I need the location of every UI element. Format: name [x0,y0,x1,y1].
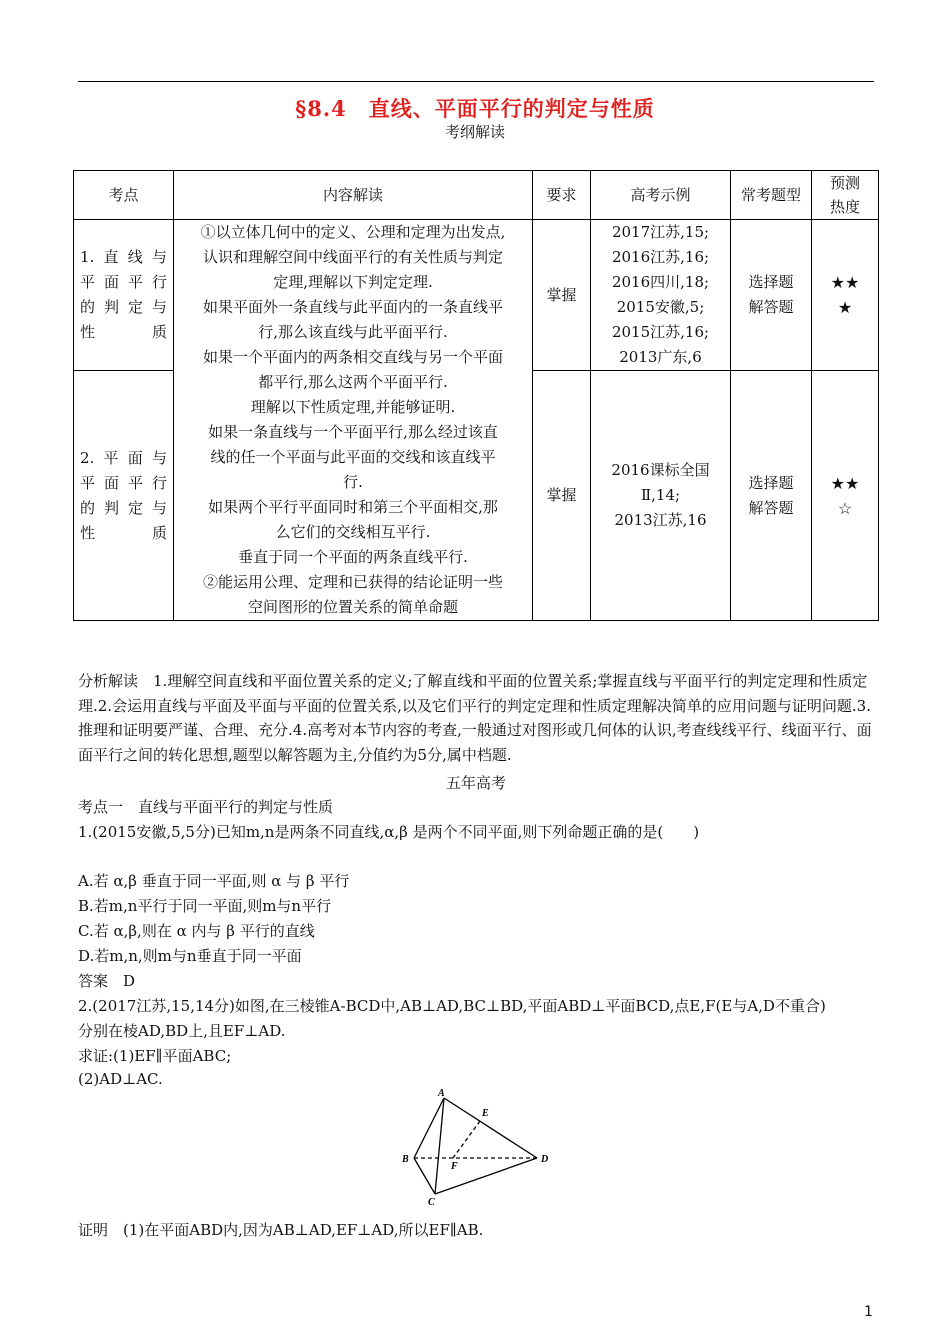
question-2-part-1: 求证:(1)EF∥平面ABC; [78,1047,232,1065]
section-heading: 五年高考 [445,774,506,792]
question-2-stem: 2.(2017江苏,15,14分)如图,在三棱锥A-BCD中,AB⊥AD,BC⊥BD,平面ABD⊥平面BCD,点E,F(E与A,D不重合) [78,997,826,1015]
option-d: D.若m,n,则m与n垂直于同一平面 [78,947,302,965]
analysis-paragraph: 分析解读 1.理解空间直线和平面位置关系的定义;了解直线和平面的位置关系;掌握直线与平面平行的判定定理和性质定理.2.会运用直线与平面及平面与平面的位置关系,以及它们平行的判定定理和性质定理解决简单的应用问题与证明问题.3.推理和证明要严谨、合理、充分.4.高考对本节内容的考查,一般通过对图形或几何体的认识,考查线线平行、线面平行、面面平行之间的转化思想,题型以解答题为主,分值约为5分,属中档题. [78,672,872,764]
examples-cell: 2017江苏,15; 2016江苏,16; 2016四川,18; 2015安徽,5; 2015江苏,16; 2013广东,6 [591,220,731,371]
content-cell: ①以立体几何中的定义、公理和定理为出发点, 认识和理解空间中线面平行的有关性质与判定 定理,理解以下判定定理. 如果平面外一条直线与此平面内的一条直线平 行,那么该直线与此平面平行. 如果一个平面内的两条相交直线与另一个平面 都平行,那么这两个平面平行. 理解以下性质定理,并能够证明. 如果一条直线与一个平面平行,那么经过该直 线的任一个平面与此平面的交线和该直线平 行. 如果两个平行平面同时和第三个平面相交,那 么它们的交线相互平行. 垂直于同一个平面的两条直线平行. ②能运用公理、定理和已获得的结论证明一些 空间图形的位置关系的简单命题 [174,220,533,621]
question-2-part-2: (2)AD⊥AC. [78,1070,163,1088]
option-a: A.若 α,β 垂直于同一平面,则 α 与 β 平行 [78,872,350,890]
header-cell: 预测热度 [812,171,879,220]
vertex-label-d: D [541,1154,549,1165]
question-type-cell: 选择题 解答题 [731,371,812,621]
header-cell: 要求 [533,171,591,220]
vertex-label-c: C [428,1197,435,1206]
header-cell: 内容解读 [174,171,533,220]
tetrahedron-figure [392,1088,560,1206]
heat-rating: ★★ ★ [812,220,879,371]
option-b: B.若m,n平行于同一平面,则m与n平行 [78,897,332,915]
option-c: C.若 α,β,则在 α 内与 β 平行的直线 [78,922,315,940]
section-subtitle: 考纲解读 [444,123,505,141]
question-type-cell: 选择题 解答题 [731,220,812,371]
question-2-stem-continued: 分别在棱AD,BD上,且EF⊥AD. [78,1022,286,1040]
question-1-stem: 1.(2015安徽,5,5分)已知m,n是两条不同直线,α,β 是两个不同平面,则下列命题正确的是( ) [78,823,700,841]
answer-line: 答案 D [78,972,136,990]
requirement-cell: 掌握 [533,371,591,621]
page-number: 1 [864,1304,873,1320]
page-title: §8.4 直线、平面平行的判定与性质 [295,96,655,121]
header-cell: 常考题型 [731,171,812,220]
topic-cell: 1.直线与 平面平行 的判定与 性质 [74,220,174,371]
vertex-label-a: A [438,1088,445,1099]
topic-heading: 考点一 直线与平面平行的判定与性质 [78,798,334,816]
vertex-label-b: B [402,1154,409,1165]
tetrahedron-edges [414,1098,537,1194]
table-row [74,220,879,371]
point-label-e: E [482,1108,489,1119]
point-label-f: F [451,1161,458,1172]
proof-line: 证明 (1)在平面ABD内,因为AB⊥AD,EF⊥AD,所以EF∥AB. [78,1221,484,1239]
header-cell: 考点 [74,171,174,220]
requirement-cell: 掌握 [533,220,591,371]
heat-rating: ★★ ☆ [812,371,879,621]
topic-cell: 2.平面与 平面平行 的判定与 性质 [74,371,174,621]
table-header-row [74,171,879,220]
header-cell: 高考示例 [591,171,731,220]
outline-table [73,170,879,621]
examples-cell: 2016课标全国 Ⅱ,14; 2013江苏,16 [591,371,731,621]
top-rule [78,81,874,82]
